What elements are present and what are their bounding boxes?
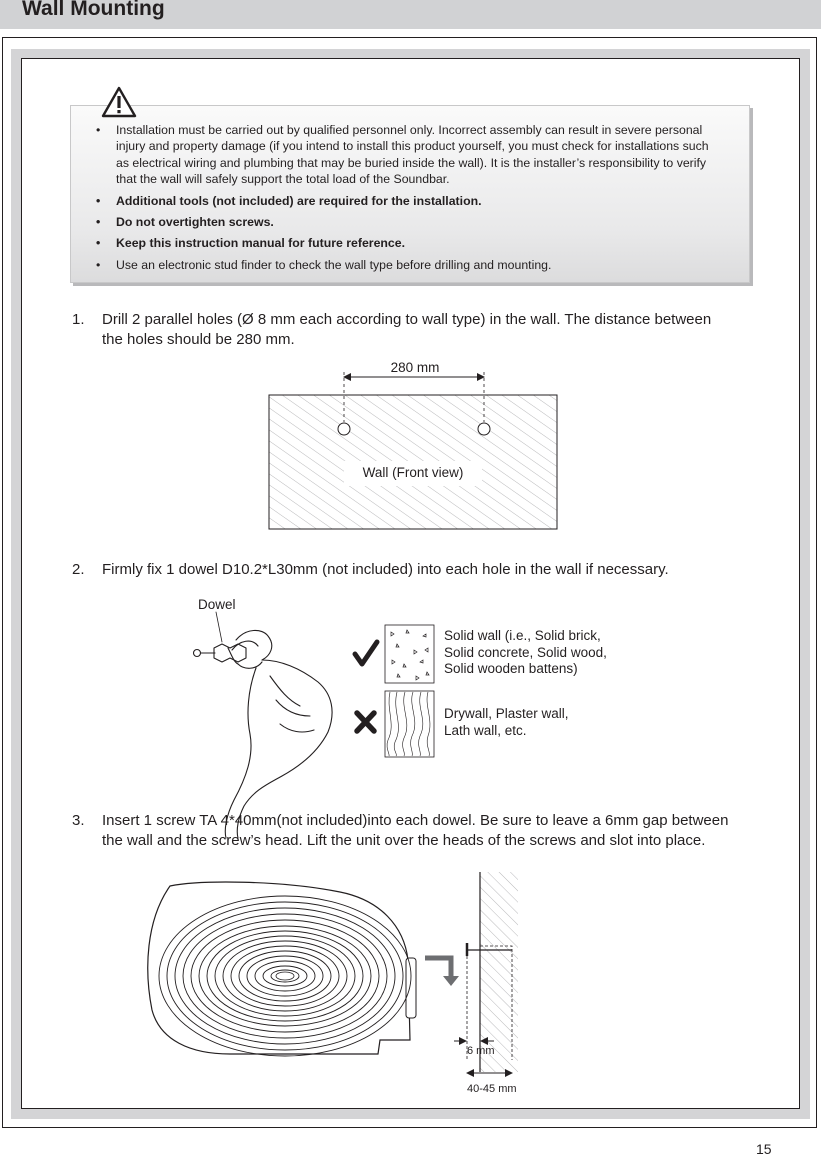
bent-arrow-icon bbox=[425, 958, 451, 978]
step-3 bbox=[72, 811, 742, 871]
wall-front-view-label: Wall (Front view) bbox=[362, 465, 464, 480]
solid-wall-label: Solid wall (i.e., Solid brick, Solid concrete, Solid wood, Solid wooden battens) bbox=[444, 628, 607, 676]
warning-item: • Do not overtighten screws. bbox=[82, 214, 722, 230]
distance-label: 280 mm bbox=[390, 360, 440, 375]
depth-label: 40-45 mm bbox=[467, 1083, 517, 1095]
step-number: 2. bbox=[72, 561, 85, 578]
warning-item: • Use an electronic stud finder to check the wall type before drilling and mounting. bbox=[82, 257, 722, 273]
step-number: 1. bbox=[72, 311, 85, 328]
warning-item: • Keep this instruction manual for future reference. bbox=[82, 235, 722, 251]
check-icon bbox=[355, 642, 377, 664]
hand-dowel-figure bbox=[194, 612, 333, 838]
step-text: Insert 1 screw TA 4*40mm(not included)into each dowel. Be sure to leave a 6mm gap between the wall and the screw’s head. Lift the unit over the heads of the screws and slot into place. bbox=[102, 812, 729, 849]
wall-side-view bbox=[454, 872, 518, 1073]
hole-left bbox=[338, 423, 350, 435]
step-text: Drill 2 parallel holes (Ø 8 mm each according to wall type) in the wall. The distance between the holes should be 280 mm. bbox=[102, 311, 712, 348]
step-2 bbox=[72, 560, 752, 580]
drywall-texture bbox=[385, 691, 434, 757]
dowel-leader-line bbox=[216, 612, 222, 642]
solid-wall-texture bbox=[385, 625, 434, 683]
step-number: 3. bbox=[72, 812, 85, 829]
soundbar-figure bbox=[148, 882, 416, 1056]
page-title: Wall Mounting bbox=[22, 0, 165, 20]
page-number: 15 bbox=[756, 1141, 772, 1157]
warning-item: • Installation must be carried out by qualified personnel only. Incorrect assembly can result in severe personal injury and property damage (if you intend to install this product yourself, you must check for installations such as electrical wiring and plumbing that may be buried inside the wall). It is the installer’s responsibility to verify that the wall will safely support the total load of the Soundbar. bbox=[82, 122, 722, 188]
dowel-label: Dowel bbox=[198, 597, 236, 612]
gap-label: 6 mm bbox=[467, 1045, 495, 1057]
warning-item: • Additional tools (not included) are required for the installation. bbox=[82, 193, 722, 209]
hole-right bbox=[478, 423, 490, 435]
cross-icon bbox=[357, 713, 374, 731]
step-text: Firmly fix 1 dowel D10.2*L30mm (not included) into each hole in the wall if necessary. bbox=[102, 561, 669, 578]
wall-front-view-figure bbox=[269, 372, 557, 529]
drywall-label: Drywall, Plaster wall, Lath wall, etc. bbox=[444, 706, 569, 738]
